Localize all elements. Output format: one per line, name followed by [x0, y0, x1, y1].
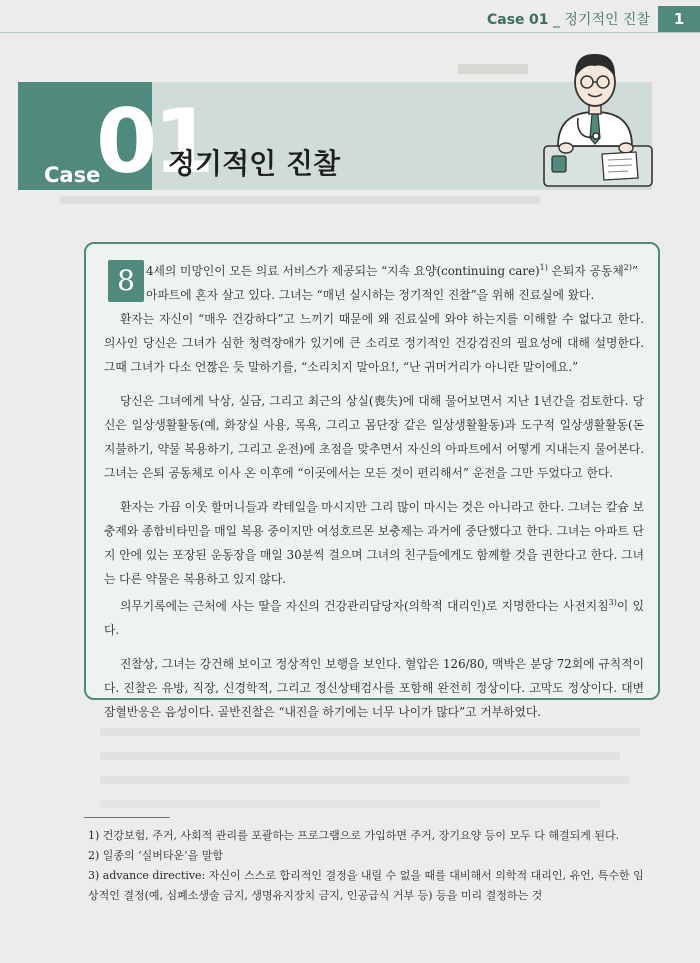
case-story-text: [104, 256, 644, 724]
running-header-title: [487, 9, 650, 29]
bleed-shape: [100, 776, 630, 784]
case-number: 01: [96, 90, 211, 193]
bleed-shape: [458, 64, 528, 74]
story-p5-end: 이 있다.: [104, 598, 644, 637]
footnotes: [88, 826, 654, 906]
story-paragraph-3: 당신은 그녀에게 낙상, 실금, 그리고 최근의 상실(喪失)에 대해 물어보면서 지난 1년간을 검토한다. 당신은 일상생활활동(예, 화장실 사용, 목욕, 그리고 몸단장 같은 일상생활활동)과 도구적 일상생활활동(돈 지불하기, 약물 복용하기, 그리고 운전)에 초점을 맞추면서 자신의 아파트에서 어떻게 지내는지 물어본다. 그녀는 은퇴 공동체로 이사 온 이후에 “이곳에서는 모든 것이 편리해서” 운전을 그만 두었다고 한다.: [104, 393, 644, 480]
story-paragraph-6: 진찰상, 그녀는 강건해 보이고 정상적인 보행을 보인다. 혈압은 126/80, 맥박은 분당 72회에 규칙적이다. 진찰은 유방, 직장, 신경학적, 그리고 정신상태검사를 포함해 완전히 정상이다. 고막도 정상이다. 대변잠혈반응은 음성이다. 골반진찰은 “내진을 하기에는 너무 나이가 많다”고 거부하였다.: [104, 656, 644, 719]
case-word: Case: [44, 163, 101, 187]
story-paragraph-4: 환자는 가끔 이웃 할머니들과 칵테일을 마시지만 그리 많이 마시는 것은 아니라고 한다. 그녀는 칼슘 보충제와 종합비타민을 매일 복용 중이지만 여성호르몬 보충제는 과거에 중단했다고 한다. 그녀는 아파트 단지 안에 있는 포장된 운동장을 매일 30분씩 걸으며 그녀의 친구들에게도 함께할 것을 권한다고 한다. 그녀는 다른 약물은 복용하고 있지 않다.: [104, 499, 644, 586]
running-header-case-title: 정기적인 진찰: [564, 12, 650, 28]
doctor-illustration: [536, 42, 654, 188]
footnote-ref-2: 2): [623, 263, 632, 272]
bleed-shape: [60, 196, 540, 204]
story-p1-end: ”: [631, 263, 638, 278]
story-p1-line2: 아파트에 혼자 살고 있다. 그녀는 “매년 실시하는 정기적인 진찰”을 위해 진료실에 왔다.: [146, 287, 595, 302]
age-initial-badge: 8: [108, 260, 144, 302]
footnote-ref-1: 1): [539, 263, 548, 272]
bleed-shape: [100, 728, 640, 736]
story-p1-mid: 은퇴자 공동체: [547, 263, 624, 278]
story-paragraph-1: [104, 256, 644, 307]
running-header-case-number: 01: [529, 12, 549, 28]
footnote-rule: [84, 817, 170, 818]
header-rule: [0, 32, 700, 33]
running-header-case-label: Case: [486, 12, 525, 28]
footnote-2: 2) 일종의 ‘실버타운’을 말함: [88, 849, 224, 862]
story-paragraph-5: [104, 591, 644, 642]
page-number: 1: [658, 6, 700, 32]
story-paragraph-2: 환자는 자신이 “매우 건강하다”고 느끼기 때문에 왜 진료실에 와야 하는지를 이해할 수 없다고 한다. 의사인 당신은 그녀가 심한 청력장애가 있기에 큰 소리로 정기적인 건강검진의 필요성에 대해 설명한다. 그때 그녀가 다소 언짢은 듯 말하기를, “소리치지 말아요!, “난 귀머거리가 아니란 말이에요.”: [104, 311, 644, 374]
bleed-shape: [100, 752, 620, 760]
running-header-separator: _: [552, 12, 560, 28]
story-p1-line1: 4세의 미망인이 모든 의료 서비스가 제공되는 “지속 요양(continuing care): [146, 263, 540, 278]
story-p5-main: 의무기록에는 근처에 사는 딸을 자신의 건강관리담당자(의학적 대리인)로 지명한다는 사전지침: [120, 598, 609, 613]
footnote-3: 3) advance directive: 자신이 스스로 합리적인 결정을 내릴 수 없을 때를 대비해서 의학적 대리인, 유언, 특수한 임상적인 결정(예, 심폐소생술 금지, 생명유지장치 금지, 인공급식 거부 등) 등을 미리 결정하는 것: [88, 869, 644, 902]
footnote-ref-3: 3): [608, 597, 617, 607]
bleed-shape: [100, 800, 600, 808]
case-title: 정기적인 진찰: [168, 147, 341, 180]
running-header: [487, 6, 700, 32]
footnote-1: 1) 건강보험, 주거, 사회적 관리를 포괄하는 프로그램으로 가입하면 주거, 장기요양 등이 모두 다 해결되게 된다.: [88, 829, 620, 842]
